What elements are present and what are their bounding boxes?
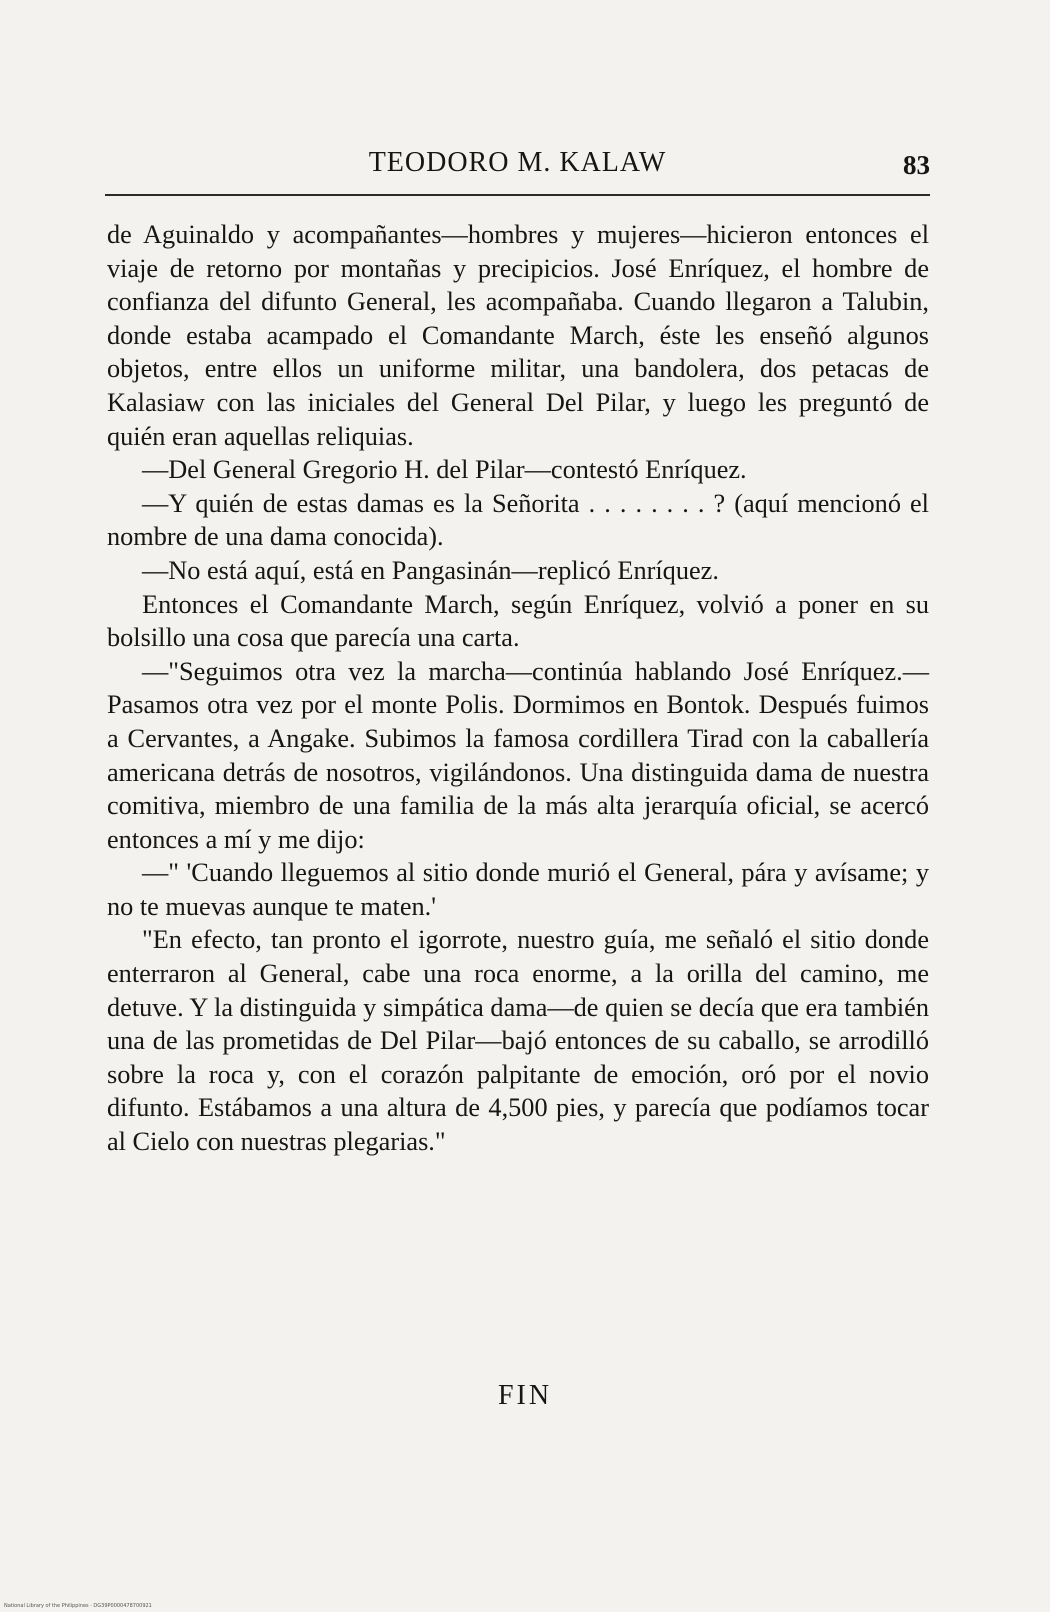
paragraph: —No está aquí, está en Pangasinán—replicó Enríquez. bbox=[142, 555, 719, 585]
page-number: 83 bbox=[903, 150, 930, 180]
paragraph: —Y quién de estas damas es la Señorita . . . . . . . . ? (aquí mencionó el nombre de una dama conocida). bbox=[107, 488, 929, 552]
scan-footer: National Library of the Philippines · DG39P0000478700921 bbox=[4, 1603, 152, 1609]
header-rule bbox=[105, 194, 930, 196]
end-mark: FIN bbox=[497, 1380, 553, 1411]
paragraph: "En efecto, tan pronto el igorrote, nuestro guía, me señaló el sitio donde enterraron al General, cabe una roca enorme, a la orilla del camino, me detuve. Y la distinguida y simpática dama—de quien se decía que era también una de las prometidas de Del Pilar—bajó entonces de su caballo, se arrodilló sobre la roca y, con el corazón palpitante de emoción, oró por el novio difunto. Estábamos a una altura de 4,500 pies, y parecía que podíamos tocar al Cielo con nuestras plegarias." bbox=[107, 925, 929, 1157]
paragraph: —" 'Cuando lleguemos al sitio donde murió el General, pára y avísame; y no te muevas aunque te maten.' bbox=[107, 858, 929, 921]
running-head: TEODORO M. KALAW bbox=[368, 147, 667, 178]
paragraph: de Aguinaldo y acompañantes—hombres y mujeres—hicieron entonces el viaje de retorno por montañas y precipicios. José Enríquez, el hombre de confianza del difunto General, les acompañaba. Cuando llegaron a Talubin, donde estaba acampado el Comandante March, éste les enseñó algunos objetos, entre ellos un uniforme militar, una bandolera, dos petacas de Kalasiaw con las iniciales del General Del Pilar, y luego les preguntó de quién eran aquellas reliquias. bbox=[107, 220, 929, 451]
paragraph: Entonces el Comandante March, según Enríquez, volvió a poner en su bolsillo una cosa que parecía una carta. bbox=[107, 589, 929, 653]
paragraph: —Del General Gregorio H. del Pilar—contestó Enríquez. bbox=[142, 455, 747, 485]
page-header bbox=[105, 146, 930, 186]
paragraph: —"Seguimos otra vez la marcha—continúa hablando José Enríquez.—Pasamos otra vez por el monte Polis. Dormimos en Bontok. Después fuimos a Cervantes, a Angake. Subimos la famosa cordillera Tirad con la caballería americana detrás de nosotros, vigilándonos. Una distinguida dama de nuestra comitiva, miembro de una familia de la más alta jerarquía oficial, se acercó entonces a mí y me dijo: bbox=[107, 656, 929, 854]
body-text bbox=[107, 218, 929, 1159]
